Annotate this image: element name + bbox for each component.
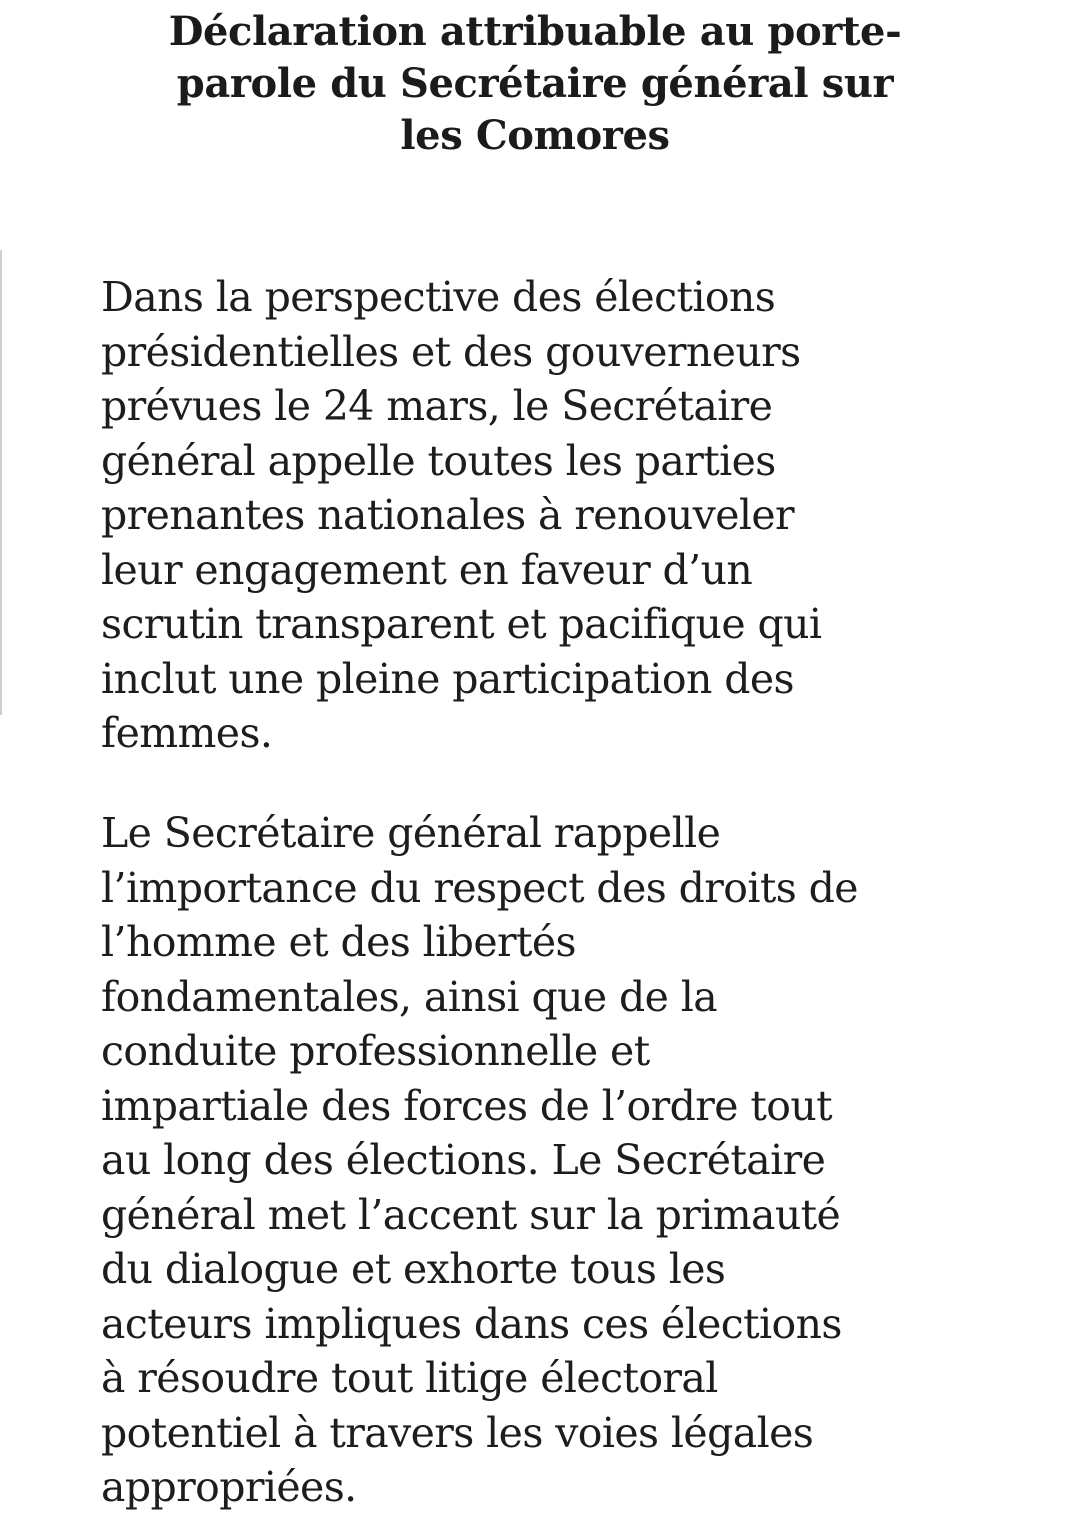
text-line: à résoudre tout litige électoral <box>101 1354 718 1402</box>
text-line: appropriées. <box>101 1463 357 1511</box>
text-line: l’homme et des libertés <box>101 918 576 966</box>
title-line: parole du Secrétaire général sur <box>176 60 894 107</box>
text-line: du dialogue et exhorte tous les <box>101 1245 726 1293</box>
document-title <box>110 6 960 162</box>
text-line: scrutin transparent et pacifique qui <box>101 600 822 648</box>
text-line: leur engagement en faveur d’un <box>101 545 753 594</box>
text-line: général appelle toutes les parties <box>101 436 776 485</box>
text-line: présidentielles et des gouverneurs <box>101 327 801 376</box>
title-line: les Comores <box>400 112 670 159</box>
text-line: au long des élections. Le Secrétaire <box>101 1136 826 1184</box>
text-line: potentiel à travers les voies légales <box>101 1408 814 1457</box>
text-line: prévues le 24 mars, le Secrétaire <box>101 382 773 430</box>
text-line: fondamentales, ainsi que de la <box>101 972 718 1021</box>
text-line: femmes. <box>101 709 273 757</box>
text-line: conduite professionnelle et <box>101 1027 650 1075</box>
text-line: inclut une pleine participation des <box>101 654 794 703</box>
text-line: général met l’accent sur la primauté <box>101 1190 841 1239</box>
text-line: Dans la perspective des élections <box>101 273 776 321</box>
text-line: l’importance du respect des droits de <box>101 863 858 912</box>
paragraph-human-rights <box>101 806 1001 1515</box>
title-line: Déclaration attribuable au porte- <box>168 8 902 55</box>
text-line: prenantes nationales à renouveler <box>101 491 795 539</box>
text-line: acteurs impliques dans ces élections <box>101 1299 842 1348</box>
text-line: impartiale des forces de l’ordre tout <box>101 1081 833 1130</box>
text-line: Le Secrétaire général rappelle <box>101 809 721 857</box>
paragraph-elections-appeal <box>101 270 1001 761</box>
